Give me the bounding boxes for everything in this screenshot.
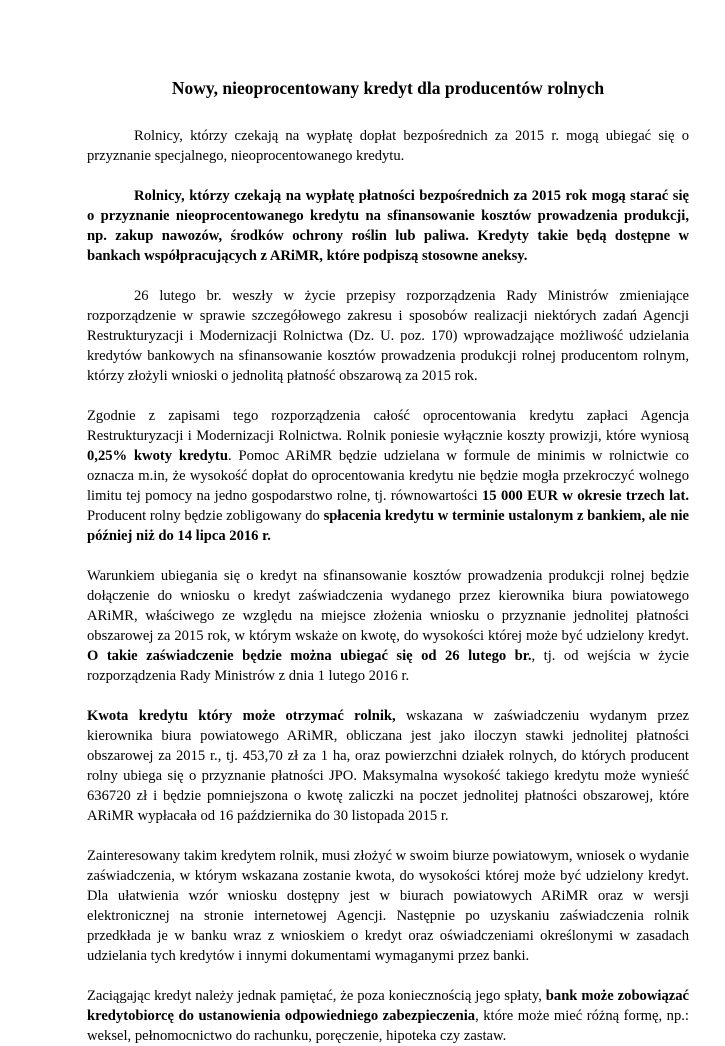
collateral-paragraph xyxy=(87,986,689,1046)
document-title: Nowy, nieoprocentowany kredyt dla producentów rolnych xyxy=(171,78,605,98)
interest-paragraph xyxy=(87,406,689,546)
interest-text-2: . Pomoc ARiMR będzie udzielana w formule de minimis w rolnictwie co oznacza m.in, że wysokość dopłat do oprocentowania kredytu nie będzie mogła przekroczyć wolnego limitu tej pomocy na jedno gospodarstwo rolne, tj. równowartości xyxy=(87,448,689,504)
bold-summary-paragraph xyxy=(87,186,689,266)
interest-text-3: Producent rolny będzie zobligowany do xyxy=(87,508,324,524)
collateral-text-2: , które może mieć różną formę, np.: weksel, pełnomocnictwo do rachunku, poręczenie, hipoteka czy zastaw. xyxy=(87,1008,689,1044)
certificate-paragraph xyxy=(87,566,689,686)
certificate-date: O takie zaświadczenie będzie można ubiegać się od 26 lutego br. xyxy=(87,648,532,664)
bold-summary-text: Rolnicy, którzy czekają na wypłatę płatności bezpośrednich za 2015 rok mogą starać się o przyznanie nieoprocentowanego kredytu na sfinansowanie kosztów prowadzenia produkcji, np. zakup nawozów, środków ochrony roślin lub paliwa. Kredyty takie będą dostępne w bankach współpracujących z ARiMR, które podpiszą stosowne aneksy. xyxy=(87,188,689,264)
regulation-paragraph: 26 lutego br. weszły w życie przepisy rozporządzenia Rady Ministrów zmieniające rozporządzenie w sprawie szczegółowego zakresu i sposobów realizacji niektórych zadań Agencji Restrukturyzacji i Modernizacji Rolnictwa (Dz. U. poz. 170) wprowadzające możliwość udzielania kredytów bankowych na sfinansowanie kosztów prowadzenia produkcji rolnej producentom rolnym, którzy złożyli wnioski o jednolitą płatność obszarową za 2015 rok. xyxy=(87,288,689,384)
certificate-text-1: Warunkiem ubiegania się o kredyt na sfinansowanie kosztów prowadzenia produkcji rolnej będzie dołączenie do wniosku o kredyt zaświadczenia wydanego przez kierownika biura powiatowego ARiMR, właściwego ze względu na miejsce złożenia wniosku o przyznanie jednolitej płatności obszarowej za 2015 rok, w którym wskaże on kwotę, do wysokości której może być udzielony kredyt. xyxy=(87,568,689,644)
credit-amount-heading: Kwota kredytu który może otrzymać rolnik, xyxy=(87,708,396,724)
application-paragraph: Zainteresowany takim kredytem rolnik, musi złożyć w swoim biurze powiatowym, wniosek o wydanie zaświadczenia, w którym wskazana zostanie kwota, do wysokości której może być udzielony kredyt. Dla ułatwienia wzór wniosku dostępny jest w biurach powiatowych ARiMR oraz w wersji elektronicznej na stronie internetowej Agencji. Następnie po uzyskaniu zaświadczenia rolnik przedkłada je w banku wraz z wnioskiem o kredyt oraz oświadczeniami określonymi w zasadach udzielania tych kredytów i innymi dokumentami wymaganymi przez banki. xyxy=(87,848,689,964)
collateral-text-1: Zaciągając kredyt należy jednak pamiętać, że poza koniecznością jego spłaty, xyxy=(87,988,546,1004)
collateral-emphasis: bank może zobowiązać kredytobiorcę do ustanowienia odpowiedniego zabezpieczenia xyxy=(87,988,689,1024)
credit-amount-text: wskazana w zaświadczeniu wydanym przez kierownika biura powiatowego ARiMR, obliczana jest jako iloczyn stawki jednolitej płatności obszarowej za 2015 r., tj. 453,70 zł za 1 ha, oraz powierzchni działek rolnych, do których producent rolny ubiega się o przyznanie płatności JPO. Maksymalna wysokość takiego kredytu może wynieść 636720 zł i będzie pomniejszona o kwotę zaliczki na poczet jednolitej płatności obszarowej, które ARiMR wypłacała od 16 października do 30 listopada 2015 r. xyxy=(87,708,689,824)
credit-amount-paragraph xyxy=(87,706,689,826)
interest-text-1: Zgodnie z zapisami tego rozporządzenia całość oprocentowania kredytu zapłaci Agencja Restrukturyzacji i Modernizacji Rolnictwa. Rolnik poniesie wyłącznie koszty prowizji, które wyniosą xyxy=(87,408,689,444)
lead-paragraph: Rolnicy, którzy czekają na wypłatę dopłat bezpośrednich za 2015 r. mogą ubiegać się o przyznanie specjalnego, nieoprocentowanego kredytu. xyxy=(87,128,689,164)
certificate-text-2: , tj. od wejścia w życie rozporządzenia Rady Ministrów z dnia 1 lutego 2016 r. xyxy=(87,648,689,684)
repayment-deadline: spłacenia kredytu w terminie ustalonym z bankiem, ale nie później niż do 14 lipca 2016 r. xyxy=(87,508,689,544)
limit-amount: 15 000 EUR w okresie trzech lat. xyxy=(482,488,689,504)
commission-rate: 0,25% kwoty kredytu xyxy=(87,448,229,464)
